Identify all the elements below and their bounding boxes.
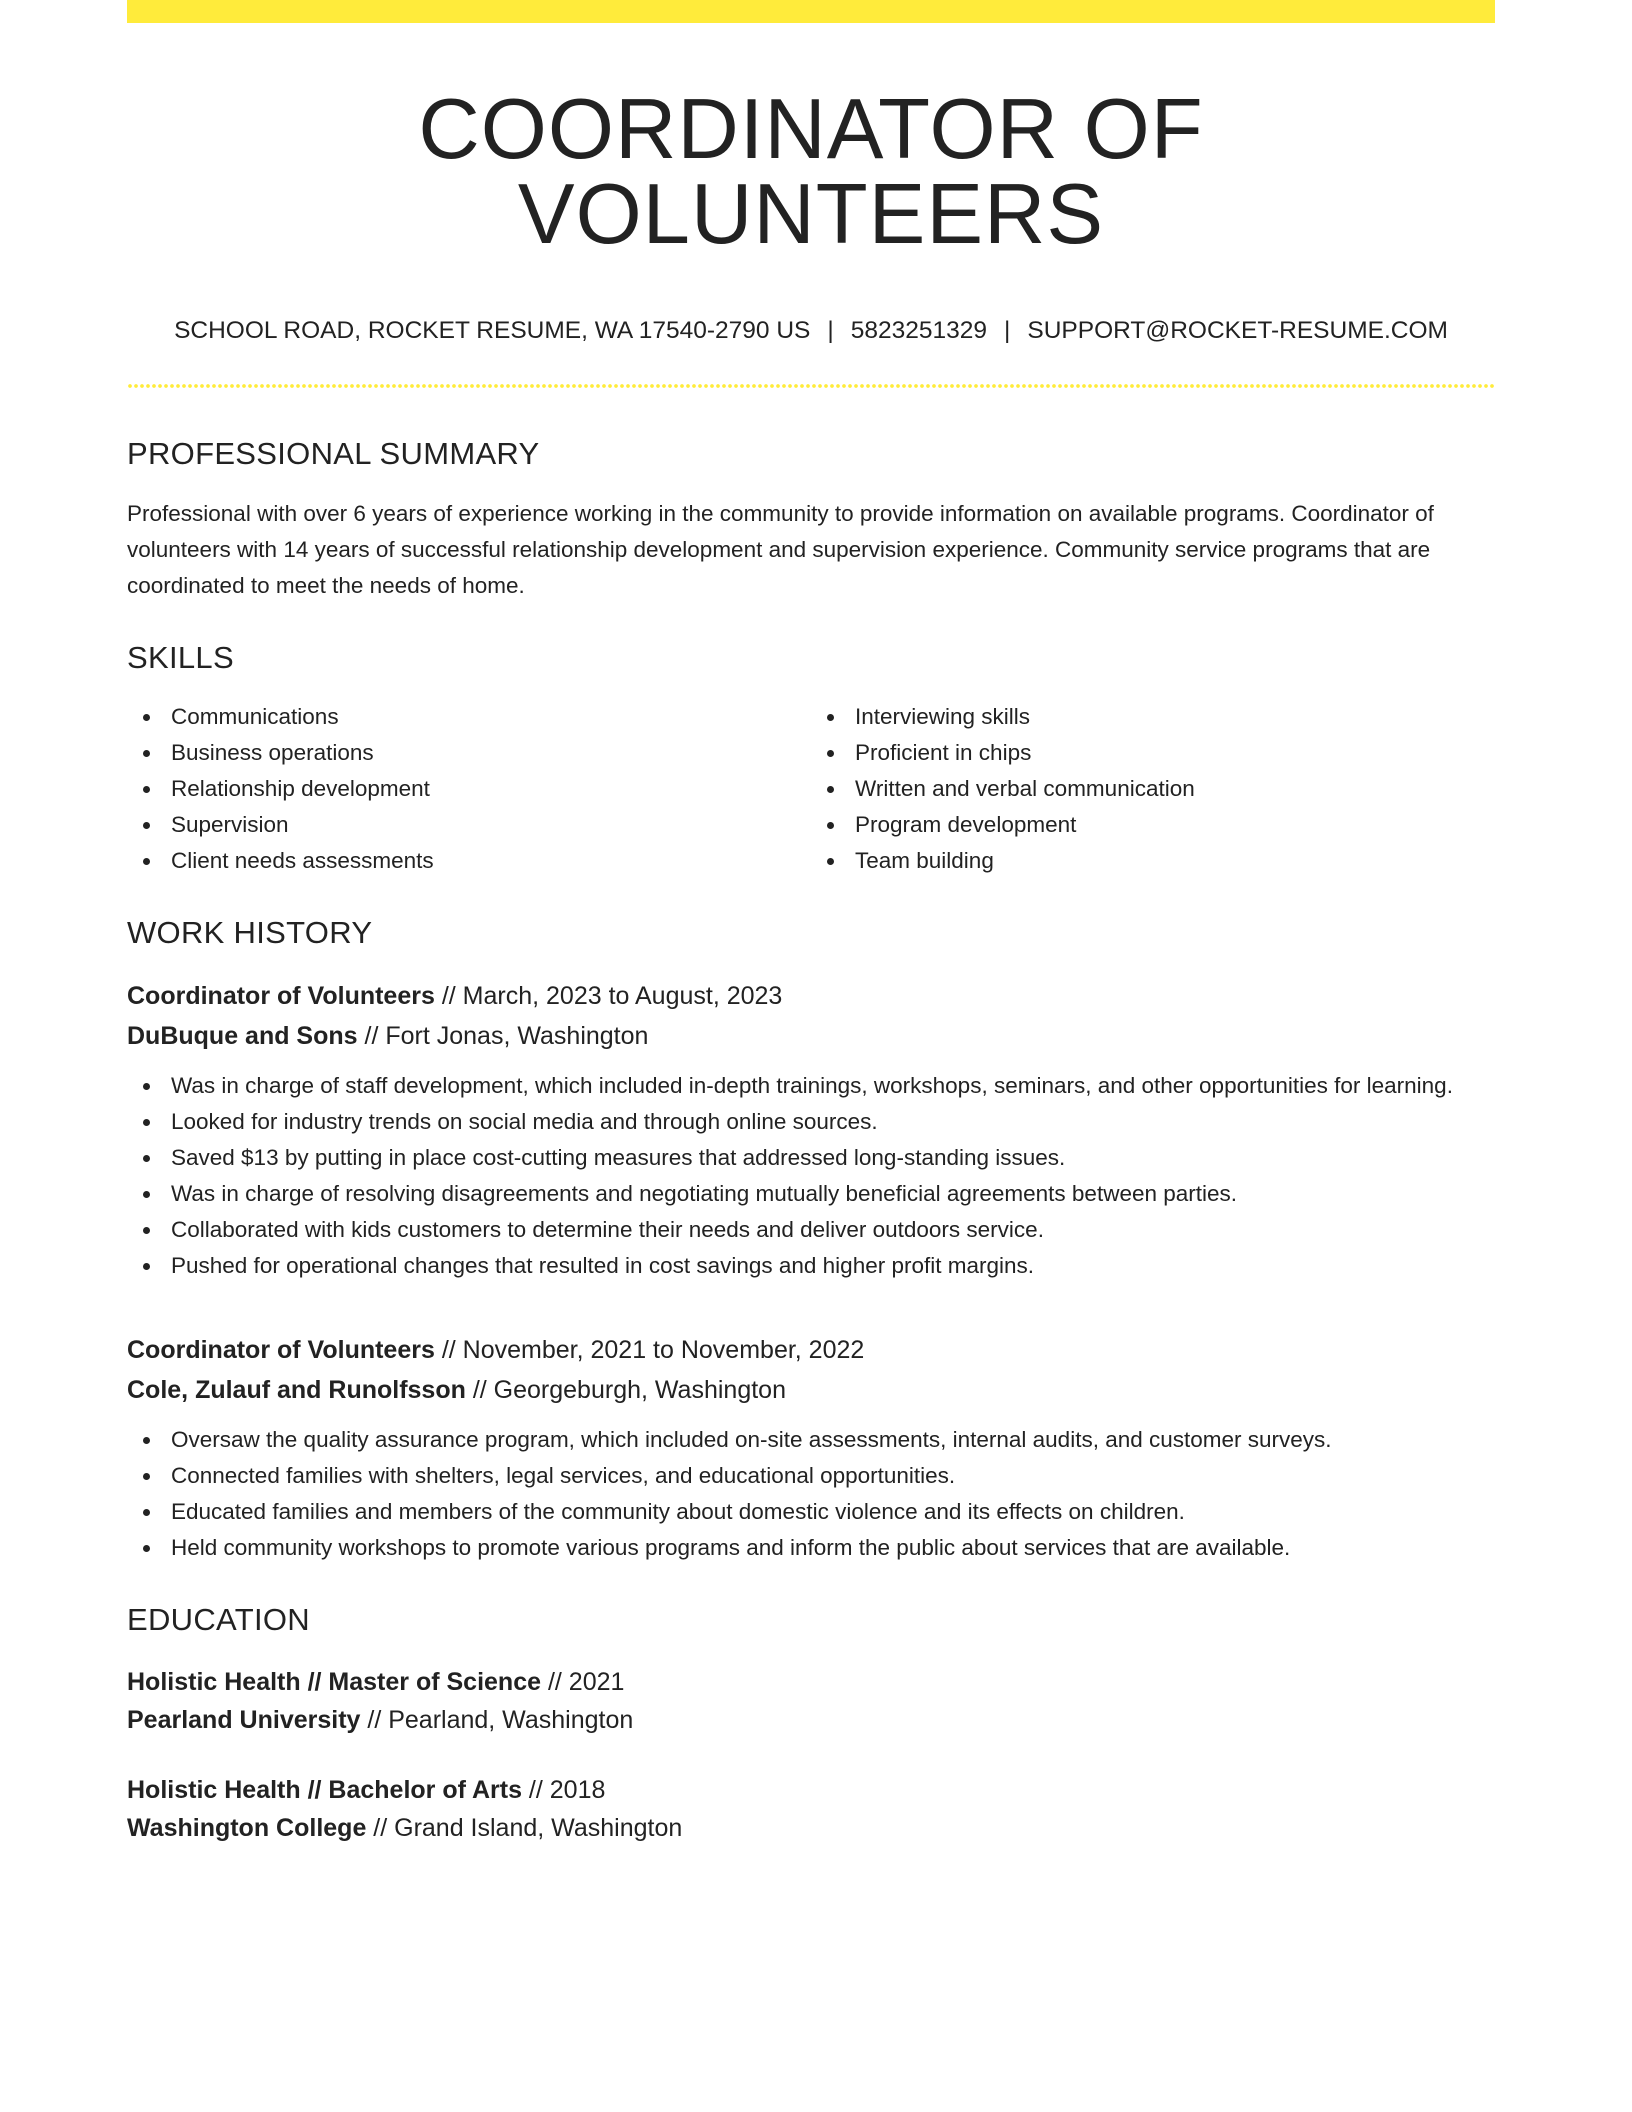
job-dates: // March, 2023 to August, 2023 [434,981,783,1010]
skill-item: Supervision [127,807,811,843]
skill-item: Client needs assessments [127,843,811,879]
summary-text: Professional with over 6 years of experience working in the community to provide information on available programs. Coordinator of volunteers with 14 years of successful relationship development and supervision experience. Community service programs that are coordinated to meet the needs of home. [127,500,1434,598]
summary-heading: PROFESSIONAL SUMMARY [127,435,540,471]
job-bullets [127,1422,1495,1566]
job-bullet: Collaborated with kids customers to determine their needs and deliver outdoors service. [127,1212,1495,1248]
job-bullet: Connected families with shelters, legal services, and educational opportunities. [127,1458,1495,1494]
skills-column-left [127,699,811,879]
job-company-line [127,1016,1495,1056]
job-bullet: Was in charge of resolving disagreements and negotiating mutually beneficial agreements between parties. [127,1176,1495,1212]
job-bullet: Looked for industry trends on social media and through online sources. [127,1104,1495,1140]
job-company: Cole, Zulauf and Runolfsson [127,1375,466,1404]
skill-item: Program development [811,807,1495,843]
resume-title: COORDINATOR OF VOLUNTEERS [418,82,1204,262]
education-entry [127,1771,1495,1847]
job-title: Coordinator of Volunteers [127,1335,435,1364]
education-school-line [127,1809,1495,1847]
job-bullet: Saved $13 by putting in place cost-cutting measures that addressed long-standing issues. [127,1140,1495,1176]
skills-column-right [811,699,1495,879]
education-year: // 2018 [521,1775,606,1804]
job-bullet: Pushed for operational changes that resulted in cost savings and higher profit margins. [127,1248,1495,1284]
job-bullet: Educated families and members of the community about domestic violence and its effects on children. [127,1494,1495,1530]
job-dates: // November, 2021 to November, 2022 [434,1335,865,1364]
education-degree-line [127,1663,1495,1701]
contact-separator: | [827,317,834,344]
skills-list [127,699,1495,879]
skill-item: Business operations [127,735,811,771]
work-history-heading: WORK HISTORY [127,914,373,950]
education-heading: EDUCATION [127,1601,310,1637]
education-school: Pearland University [127,1705,361,1734]
skill-item: Proficient in chips [811,735,1495,771]
skill-item: Relationship development [127,771,811,807]
job-entry [127,1330,1495,1566]
dotted-divider [127,384,1495,388]
job-company-line [127,1370,1495,1410]
resume-page [127,0,1495,1847]
education-degree: Holistic Health // Bachelor of Arts [127,1775,522,1804]
contact-address: SCHOOL ROAD, ROCKET RESUME, WA 17540-2790 US [174,317,811,344]
education-school: Washington College [127,1813,367,1842]
skill-item: Written and verbal communication [811,771,1495,807]
education-school-line [127,1701,1495,1739]
job-title: Coordinator of Volunteers [127,981,435,1010]
job-company: DuBuque and Sons [127,1021,358,1050]
education-location: // Pearland, Washington [360,1705,634,1734]
education-degree: Holistic Health // Master of Science [127,1667,542,1696]
job-title-line [127,1330,1495,1370]
skills-heading: SKILLS [127,639,234,675]
job-location: // Fort Jonas, Washington [357,1021,649,1050]
education-location: // Grand Island, Washington [366,1813,683,1842]
contact-line [127,319,1495,344]
education-degree-line [127,1771,1495,1809]
skill-item: Team building [811,843,1495,879]
contact-separator: | [1004,317,1011,344]
contact-email[interactable]: SUPPORT@ROCKET-RESUME.COM [1027,317,1448,344]
job-entry [127,976,1495,1284]
education-year: // 2021 [541,1667,625,1696]
accent-bar [127,0,1495,23]
job-title-line [127,976,1495,1016]
job-bullets [127,1068,1495,1284]
job-bullet: Was in charge of staff development, which included in-depth trainings, workshops, seminars, and other opportunities for learning. [127,1068,1495,1104]
job-bullet: Held community workshops to promote various programs and inform the public about services that are available. [127,1530,1495,1566]
education-entry [127,1663,1495,1739]
skill-item: Communications [127,699,811,735]
job-location: // Georgeburgh, Washington [465,1375,786,1404]
job-bullet: Oversaw the quality assurance program, which included on-site assessments, internal audits, and customer surveys. [127,1422,1495,1458]
contact-phone: 5823251329 [850,317,987,344]
skill-item: Interviewing skills [811,699,1495,735]
